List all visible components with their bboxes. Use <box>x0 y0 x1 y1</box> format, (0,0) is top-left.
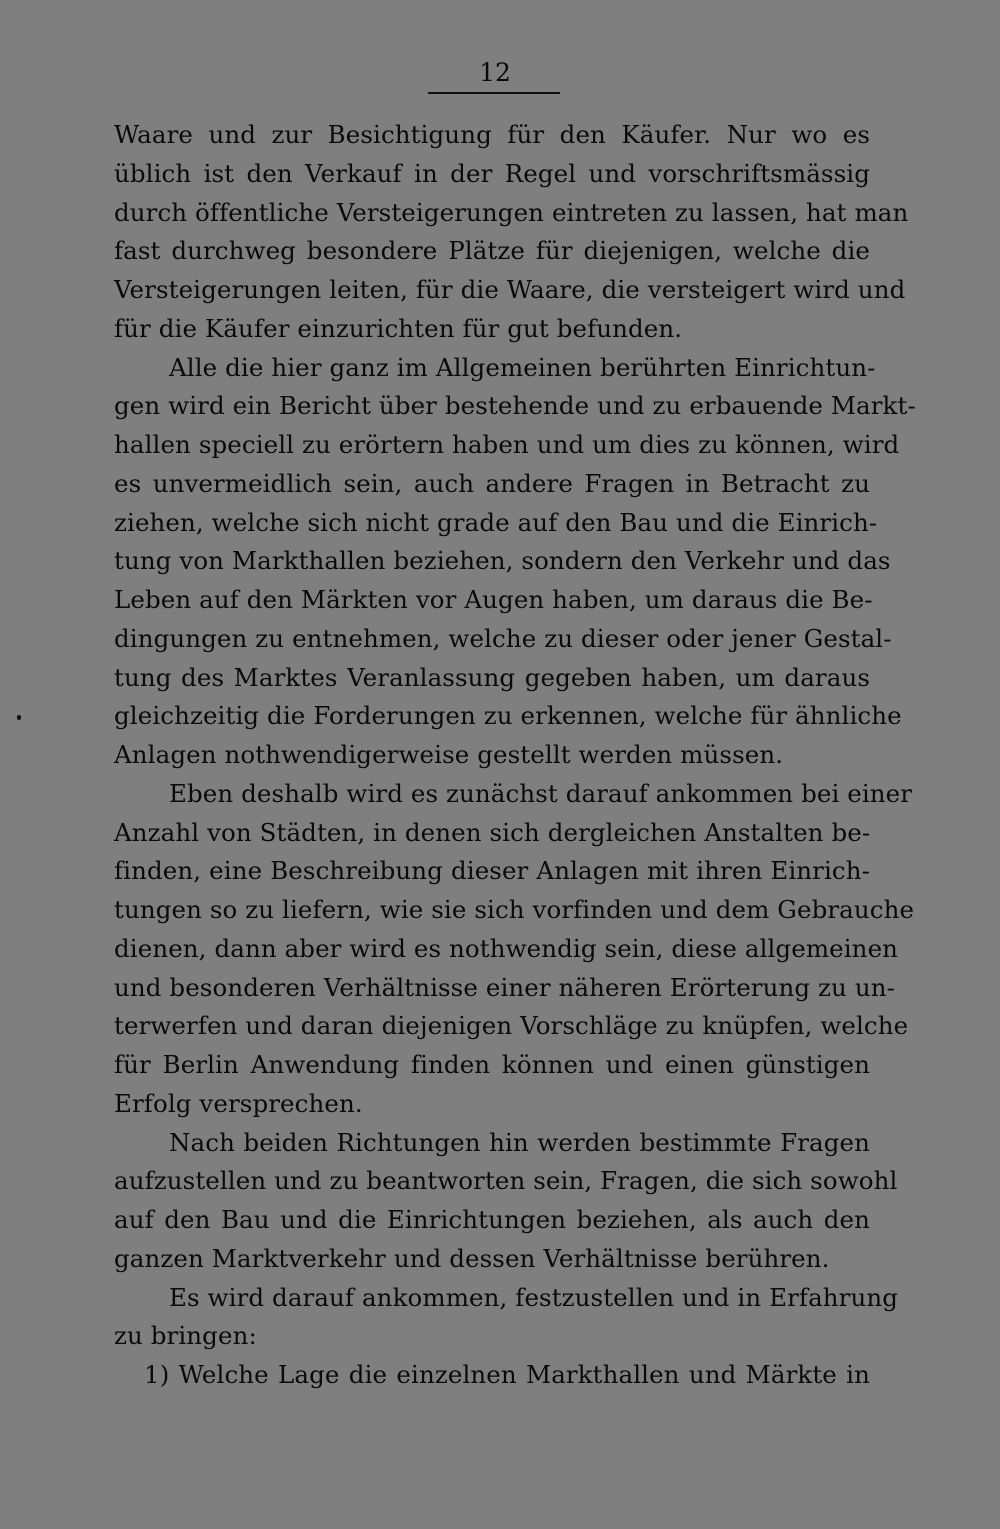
text-line: Nach beiden Richtungen hin werden bestimmte Fragen <box>169 1127 870 1157</box>
text-line: und besonderen Verhältnisse einer näheren Erörterung zu un- <box>114 972 895 1002</box>
text-line: zu bringen: <box>114 1321 257 1351</box>
text-line: Anlagen nothwendigerweise gestellt werden müssen. <box>114 740 784 769</box>
text-line: Leben auf den Märkten vor Augen haben, um daraus die Be- <box>114 585 873 614</box>
text-line: aufzustellen und zu beantworten sein, Fragen, die sich sowohl <box>114 1166 898 1196</box>
text-line: Alle die hier ganz im Allgemeinen berührten Einrichtun- <box>169 352 876 382</box>
body-text <box>114 116 916 1395</box>
text-line: Es wird darauf ankommen, festzustellen und in Erfahrung <box>169 1282 899 1312</box>
text-line: Versteigerungen leiten, für die Waare, die versteigert wird und <box>114 275 906 304</box>
text-line: ziehen, welche sich nicht grade auf den Bau und die Einrich- <box>114 507 878 537</box>
text-line: Erfolg versprechen. <box>114 1088 363 1118</box>
text-line: durch öffentliche Versteigerungen eintreten zu lassen, hat man <box>114 197 909 227</box>
margin-mark <box>17 715 21 720</box>
page-number-rule <box>428 92 560 94</box>
text-line: Anzahl von Städten, in denen sich dergleichen Anstalten be- <box>114 817 871 847</box>
text-line: für die Käufer einzurichten für gut befunden. <box>114 313 683 343</box>
text-line: fast durchweg besondere Plätze für diejenigen, welche die <box>114 236 870 266</box>
text-line: ganzen Marktverkehr und dessen Verhältnisse berühren. <box>114 1243 830 1273</box>
text-line: hallen speciell zu erörtern haben und um dies zu können, wird <box>114 430 900 459</box>
text-line: gen wird ein Bericht über bestehende und zu erbauende Markt- <box>114 391 916 421</box>
text-line: für Berlin Anwendung finden können und einen günstigen <box>114 1050 870 1079</box>
text-line: Eben deshalb wird es zunächst darauf ankommen bei einer <box>169 778 913 808</box>
text-line: finden, eine Beschreibung dieser Anlagen mit ihren Einrich- <box>114 856 870 886</box>
page-number <box>0 58 1000 88</box>
text-line: terwerfen und daran diejenigen Vorschläge zu knüpfen, welche <box>114 1011 909 1041</box>
text-line: gleichzeitig die Forderungen zu erkennen, welche für ähnliche <box>114 701 902 731</box>
text-line: es unvermeidlich sein, auch andere Fragen in Betracht zu <box>114 468 870 498</box>
text-line: tung von Markthallen beziehen, sondern den Verkehr und das <box>114 546 891 576</box>
text-line: dingungen zu entnehmen, welche zu dieser oder jener Gestal- <box>114 623 892 653</box>
text-line: üblich ist den Verkauf in der Regel und vorschriftsmässig <box>114 158 870 188</box>
text-line: auf den Bau und die Einrichtungen beziehen, als auch den <box>114 1205 870 1234</box>
text-line: dienen, dann aber wird es nothwendig sein, diese allgemeinen <box>114 933 899 963</box>
page-number-text: 12 <box>479 58 511 87</box>
text-line: tung des Marktes Veranlassung gegeben haben, um daraus <box>114 662 870 692</box>
text-line: tungen so zu liefern, wie sie sich vorfinden und dem Gebrauche <box>114 895 915 924</box>
text-line: 1) Welche Lage die einzelnen Markthallen und Märkte in <box>144 1360 870 1389</box>
text-line: Waare und zur Besichtigung für den Käufer. Nur wo es <box>114 120 870 149</box>
